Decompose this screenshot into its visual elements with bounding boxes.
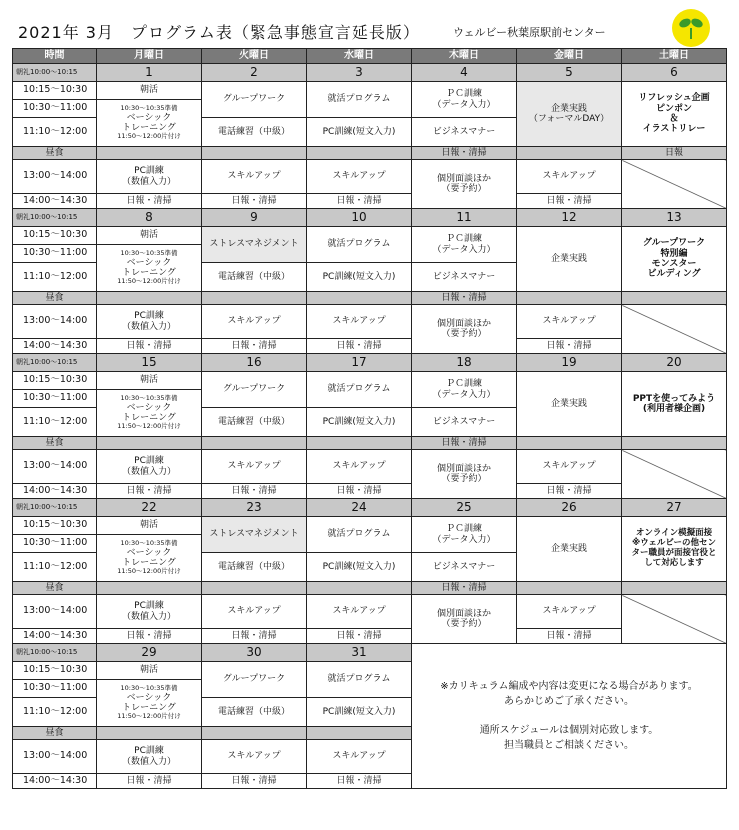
nippo-cell: 日報・清掃 — [202, 339, 307, 354]
chokatsu-cell: 朝活 — [97, 517, 202, 535]
date-cell: 31 — [307, 644, 412, 662]
lunch-blank — [202, 727, 307, 740]
date-cell: 4 — [412, 64, 517, 82]
slot-row — [13, 595, 727, 629]
note-line: ※カリキュラム編成や内容は変更になる場合があります。 — [440, 681, 698, 692]
date-cell: 29 — [97, 644, 202, 662]
lunch-blank — [97, 582, 202, 595]
day-header: 木曜日 — [412, 49, 517, 64]
date-cell: 3 — [307, 64, 412, 82]
lunch-blank — [517, 292, 622, 305]
cleanup-note: 11:50～12:00片付け — [117, 277, 181, 286]
pc-num-cell: PC訓練 （数値入力） — [97, 305, 202, 339]
saturday-event-cell: リフレッシュ企画 ピンポン ＆ イラストリレー — [622, 82, 727, 147]
nippo-thu-cell: 日報・清掃 — [412, 292, 517, 305]
nippo-cell: 日報・清掃 — [97, 629, 202, 644]
nippo-cell: 日報・清掃 — [202, 484, 307, 499]
saturday-event-cell: PPTを使ってみよう (利用者様企画) — [622, 372, 727, 437]
date-cell: 17 — [307, 354, 412, 372]
date-cell: 11 — [412, 209, 517, 227]
skill-up-cell: スキルアップ — [307, 595, 412, 629]
time-label: 14:00～14:30 — [13, 194, 97, 209]
nippo-cell: 日報・清掃 — [517, 194, 622, 209]
time-label: 11:10～12:00 — [13, 263, 97, 292]
week-date-row — [13, 64, 727, 82]
slot-row — [13, 484, 727, 499]
slot-row — [13, 160, 727, 194]
prep-note: 10:30～10:35準備 — [120, 394, 178, 403]
slot-row — [13, 339, 727, 354]
basic-training-cell — [97, 535, 202, 582]
basic-training-label: ベーシック トレーニング — [122, 692, 176, 713]
lunch-row — [13, 582, 727, 595]
lunch-blank — [307, 292, 412, 305]
business-manner-cell: ビジネスマナー — [412, 263, 517, 292]
slot-row — [13, 629, 727, 644]
time-label: 13:00～14:00 — [13, 740, 97, 774]
cleanup-note: 11:50～12:00片付け — [117, 132, 181, 141]
time-label: 11:10～12:00 — [13, 698, 97, 727]
skill-up-cell: スキルアップ — [202, 595, 307, 629]
saturday-nippo-cell: 日報 — [622, 147, 727, 160]
time-label: 14:00～14:30 — [13, 774, 97, 789]
saturday-empty-cell — [622, 595, 727, 644]
nippo-cell: 日報・清掃 — [517, 484, 622, 499]
time-label: 13:00～14:00 — [13, 450, 97, 484]
pc-short-cell: PC訓練(短文入力) — [307, 118, 412, 147]
day-header: 水曜日 — [307, 49, 412, 64]
lunch-row — [13, 437, 727, 450]
business-manner-cell: ビジネスマナー — [412, 553, 517, 582]
date-cell: 15 — [97, 354, 202, 372]
week-date-row — [13, 209, 727, 227]
shukatsu-cell: 就活プログラム — [307, 662, 412, 698]
tue-am-cell: グループワーク — [202, 82, 307, 118]
date-cell: 24 — [307, 499, 412, 517]
lunch-blank — [307, 147, 412, 160]
pc-num-cell: PC訓練 （数値入力） — [97, 740, 202, 774]
cleanup-note: 11:50～12:00片付け — [117, 567, 181, 576]
lunch-blank — [97, 292, 202, 305]
date-cell: 8 — [97, 209, 202, 227]
basic-training-cell — [97, 245, 202, 292]
time-label: 10:15～10:30 — [13, 82, 97, 100]
time-label: 13:00～14:00 — [13, 305, 97, 339]
lunch-blank — [97, 147, 202, 160]
basic-training-cell — [97, 390, 202, 437]
saturday-event-cell: グループワーク 特別編 モンスター ビルディング — [622, 227, 727, 292]
lunch-blank — [517, 147, 622, 160]
prep-note: 10:30～10:35準備 — [120, 684, 178, 693]
note-line: 担当職員とご相談ください。 — [504, 740, 634, 751]
lunch-blank — [517, 582, 622, 595]
pc-short-cell: PC訓練(短文入力) — [307, 698, 412, 727]
date-cell: 13 — [622, 209, 727, 227]
morning-time: 朝礼10:00～10:15 — [13, 64, 97, 82]
tue-am-cell: ストレスマネジメント — [202, 517, 307, 553]
pc-short-cell: PC訓練(短文入力) — [307, 263, 412, 292]
lunch-blank — [517, 437, 622, 450]
date-cell: 19 — [517, 354, 622, 372]
nippo-cell: 日報・清掃 — [517, 629, 622, 644]
slot-row — [13, 227, 727, 245]
tue-am-cell: グループワーク — [202, 372, 307, 408]
center-name: ウェルビー秋葉原駅前センター — [453, 26, 606, 39]
pc-short-cell: PC訓練(短文入力) — [307, 408, 412, 437]
note-line: あらかじめご了承ください。 — [504, 696, 634, 707]
chokatsu-cell: 朝活 — [97, 372, 202, 390]
kigyo-cell: 企業実践 — [517, 372, 622, 437]
time-label: 10:30～11:00 — [13, 535, 97, 553]
skill-up-cell: スキルアップ — [517, 595, 622, 629]
pc-short-cell: PC訓練(短文入力) — [307, 553, 412, 582]
phone-practice-cell: 電話練習（中級） — [202, 408, 307, 437]
time-label: 10:30～11:00 — [13, 390, 97, 408]
slot-row — [13, 305, 727, 339]
date-cell: 5 — [517, 64, 622, 82]
nippo-cell: 日報・清掃 — [307, 339, 412, 354]
chokatsu-cell: 朝活 — [97, 662, 202, 680]
time-label: 14:00～14:30 — [13, 484, 97, 499]
skill-up-cell: スキルアップ — [307, 740, 412, 774]
date-cell: 2 — [202, 64, 307, 82]
day-header: 火曜日 — [202, 49, 307, 64]
lunch-label: 昼食 — [13, 582, 97, 595]
date-cell: 16 — [202, 354, 307, 372]
basic-training-label: ベーシック トレーニング — [122, 402, 176, 423]
pc-num-cell: PC訓練 （数値入力） — [97, 450, 202, 484]
phone-practice-cell: 電話練習（中級） — [202, 263, 307, 292]
nippo-cell: 日報・清掃 — [97, 194, 202, 209]
date-cell: 26 — [517, 499, 622, 517]
business-manner-cell: ビジネスマナー — [412, 118, 517, 147]
business-manner-cell: ビジネスマナー — [412, 408, 517, 437]
pc-num-cell: PC訓練 （数値入力） — [97, 595, 202, 629]
week-date-row — [13, 354, 727, 372]
date-cell: 12 — [517, 209, 622, 227]
date-cell: 27 — [622, 499, 727, 517]
prep-note: 10:30～10:35準備 — [120, 539, 178, 548]
date-cell: 23 — [202, 499, 307, 517]
nippo-thu-cell: 日報・清掃 — [412, 582, 517, 595]
week-date-row — [13, 644, 727, 662]
shukatsu-cell: 就活プログラム — [307, 227, 412, 263]
kigyo-formal-cell: 企業実践 （フォーマルDAY） — [517, 82, 622, 147]
nippo-cell: 日報・清掃 — [202, 629, 307, 644]
lunch-blank — [202, 292, 307, 305]
morning-time: 朝礼10:00～10:15 — [13, 644, 97, 662]
day-header: 月曜日 — [97, 49, 202, 64]
nippo-cell: 日報・清掃 — [97, 339, 202, 354]
date-cell: 10 — [307, 209, 412, 227]
time-label: 10:15～10:30 — [13, 372, 97, 390]
pc-data-cell: ＰＣ訓練 （データ入力） — [412, 517, 517, 553]
date-cell: 18 — [412, 354, 517, 372]
pc-data-cell: ＰＣ訓練 （データ入力） — [412, 227, 517, 263]
kobetsu-cell: 個別面談ほか （要予約） — [412, 595, 517, 644]
saturday-empty-cell — [622, 450, 727, 499]
tue-am-cell: ストレスマネジメント — [202, 227, 307, 263]
phone-practice-cell: 電話練習（中級） — [202, 118, 307, 147]
time-label: 11:10～12:00 — [13, 118, 97, 147]
nippo-cell: 日報・清掃 — [307, 629, 412, 644]
chokatsu-cell: 朝活 — [97, 82, 202, 100]
skill-up-cell: スキルアップ — [517, 305, 622, 339]
time-label: 11:10～12:00 — [13, 408, 97, 437]
nippo-cell: 日報・清掃 — [202, 774, 307, 789]
lunch-blank — [97, 727, 202, 740]
nippo-thu-cell: 日報・清掃 — [412, 437, 517, 450]
slot-row — [13, 194, 727, 209]
nippo-cell: 日報・清掃 — [202, 194, 307, 209]
prep-note: 10:30～10:35準備 — [120, 104, 178, 113]
lunch-blank — [202, 437, 307, 450]
prep-note: 10:30～10:35準備 — [120, 249, 178, 258]
date-cell: 30 — [202, 644, 307, 662]
basic-training-label: ベーシック トレーニング — [122, 257, 176, 278]
kobetsu-cell: 個別面談ほか （要予約） — [412, 160, 517, 209]
nippo-cell: 日報・清掃 — [307, 484, 412, 499]
kigyo-cell: 企業実践 — [517, 227, 622, 292]
skill-up-cell: スキルアップ — [517, 160, 622, 194]
nippo-thu-cell: 日報・清掃 — [412, 147, 517, 160]
lunch-blank — [202, 147, 307, 160]
time-label: 14:00～14:30 — [13, 339, 97, 354]
nippo-cell: 日報・清掃 — [97, 484, 202, 499]
time-label: 10:30～11:00 — [13, 245, 97, 263]
kigyo-cell: 企業実践 — [517, 517, 622, 582]
kobetsu-cell: 個別面談ほか （要予約） — [412, 450, 517, 499]
basic-training-label: ベーシック トレーニング — [122, 112, 176, 133]
lunch-blank — [307, 437, 412, 450]
skill-up-cell: スキルアップ — [202, 740, 307, 774]
basic-training-cell — [97, 100, 202, 147]
saturday-empty-cell — [622, 305, 727, 354]
morning-time: 朝礼10:00～10:15 — [13, 354, 97, 372]
lunch-label: 昼食 — [13, 727, 97, 740]
pc-num-cell: PC訓練 （数値入力） — [97, 160, 202, 194]
phone-practice-cell: 電話練習（中級） — [202, 553, 307, 582]
basic-training-cell — [97, 680, 202, 727]
time-label: 10:15～10:30 — [13, 517, 97, 535]
page-title: 2021年 3月 プログラム表（緊急事態宣言延長版） — [18, 23, 420, 42]
day-header: 土曜日 — [622, 49, 727, 64]
skill-up-cell: スキルアップ — [202, 305, 307, 339]
pc-data-cell: ＰＣ訓練 （データ入力） — [412, 372, 517, 408]
time-label: 11:10～12:00 — [13, 553, 97, 582]
time-label: 13:00～14:00 — [13, 595, 97, 629]
date-cell: 20 — [622, 354, 727, 372]
date-cell: 6 — [622, 64, 727, 82]
shukatsu-cell: 就活プログラム — [307, 372, 412, 408]
lunch-blank — [202, 582, 307, 595]
day-header: 金曜日 — [517, 49, 622, 64]
week-date-row — [13, 499, 727, 517]
basic-training-label: ベーシック トレーニング — [122, 547, 176, 568]
chokatsu-cell: 朝活 — [97, 227, 202, 245]
skill-up-cell: スキルアップ — [202, 450, 307, 484]
date-cell: 9 — [202, 209, 307, 227]
morning-time: 朝礼10:00～10:15 — [13, 209, 97, 227]
pc-data-cell: ＰＣ訓練 （データ入力） — [412, 82, 517, 118]
program-table — [12, 48, 727, 789]
nippo-cell: 日報・清掃 — [517, 339, 622, 354]
slot-row — [13, 372, 727, 390]
lunch-label: 昼食 — [13, 292, 97, 305]
lunch-label: 昼食 — [13, 147, 97, 160]
kobetsu-cell: 個別面談ほか （要予約） — [412, 305, 517, 354]
time-label: 10:15～10:30 — [13, 662, 97, 680]
shukatsu-cell: 就活プログラム — [307, 517, 412, 553]
cleanup-note: 11:50～12:00片付け — [117, 712, 181, 721]
time-label: 14:00～14:30 — [13, 629, 97, 644]
phone-practice-cell: 電話練習（中級） — [202, 698, 307, 727]
slot-row — [13, 82, 727, 100]
morning-time: 朝礼10:00～10:15 — [13, 499, 97, 517]
cleanup-note: 11:50～12:00片付け — [117, 422, 181, 431]
date-cell: 1 — [97, 64, 202, 82]
day-header-row — [13, 49, 727, 64]
skill-up-cell: スキルアップ — [307, 305, 412, 339]
lunch-row — [13, 292, 727, 305]
lunch-blank — [97, 437, 202, 450]
slot-row — [13, 517, 727, 535]
nippo-cell: 日報・清掃 — [307, 774, 412, 789]
saturday-event-cell: オンライン模擬面接 ※ウェルビーの他セン ター職員が面接官役と して対応します — [622, 517, 727, 582]
time-label: 10:30～11:00 — [13, 680, 97, 698]
skill-up-cell: スキルアップ — [202, 160, 307, 194]
date-cell: 22 — [97, 499, 202, 517]
notes-box — [412, 644, 727, 789]
welbe-logo-icon — [671, 8, 711, 48]
shukatsu-cell: 就活プログラム — [307, 82, 412, 118]
lunch-blank — [622, 582, 727, 595]
lunch-row — [13, 147, 727, 160]
note-line: 通所スケジュールは個別対応致します。 — [479, 725, 659, 736]
nippo-cell: 日報・清掃 — [97, 774, 202, 789]
lunch-blank — [307, 582, 412, 595]
lunch-blank — [307, 727, 412, 740]
slot-row — [13, 450, 727, 484]
skill-up-cell: スキルアップ — [307, 160, 412, 194]
time-label: 13:00～14:00 — [13, 160, 97, 194]
day-header: 時間 — [13, 49, 97, 64]
time-label: 10:15～10:30 — [13, 227, 97, 245]
lunch-blank — [622, 292, 727, 305]
tue-am-cell: グループワーク — [202, 662, 307, 698]
nippo-cell: 日報・清掃 — [307, 194, 412, 209]
lunch-blank — [622, 437, 727, 450]
saturday-empty-cell — [622, 160, 727, 209]
date-cell: 25 — [412, 499, 517, 517]
time-label: 10:30～11:00 — [13, 100, 97, 118]
skill-up-cell: スキルアップ — [517, 450, 622, 484]
skill-up-cell: スキルアップ — [307, 450, 412, 484]
lunch-label: 昼食 — [13, 437, 97, 450]
